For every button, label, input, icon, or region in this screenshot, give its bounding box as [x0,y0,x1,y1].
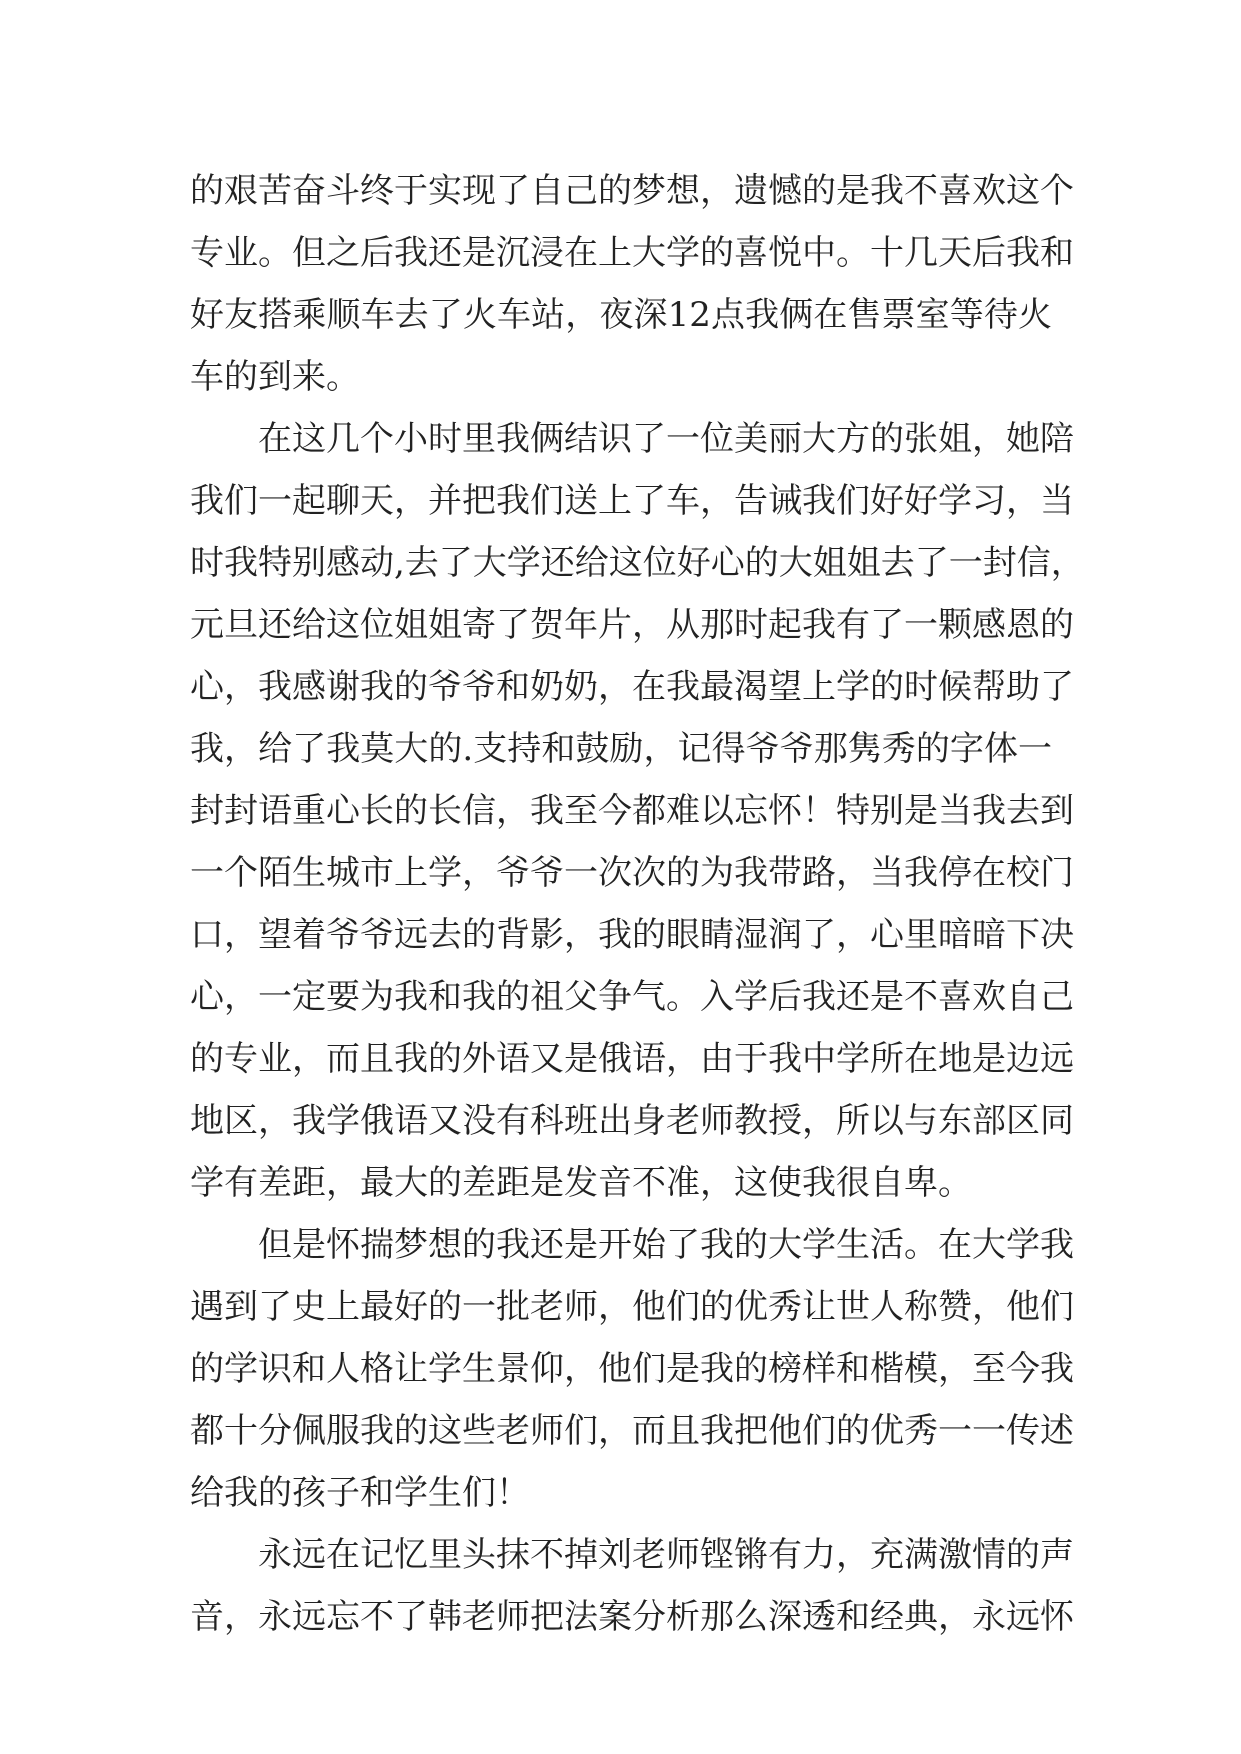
text-line: 心，我感谢我的爷爷和奶奶，在我最渴望上学的时候帮助了 [190,667,1074,707]
text-line: 封封语重心长的长信，我至今都难以忘怀！特别是当我去到 [190,791,1074,831]
text-line: 专业。但之后我还是沉浸在上大学的喜悦中。十几天后我和 [190,233,1074,273]
text-line: 音，永远忘不了韩老师把法案分析那么深透和经典，永远怀 [190,1597,1074,1637]
text-line: 时我特别感动,去了大学还给这位好心的大姐姐去了一封信， [190,543,1085,583]
text-line: 的专业，而且我的外语又是俄语，由于我中学所在地是边远 [190,1039,1074,1079]
text-line: 学有差距，最大的差距是发音不准，这使我很自卑。 [190,1163,972,1203]
text-line: 永远在记忆里头抹不掉刘老师铿锵有力，充满激情的声 [258,1535,1074,1575]
text-line: 的学识和人格让学生景仰，他们是我的榜样和楷模，至今我 [190,1349,1074,1389]
text-line: 但是怀揣梦想的我还是开始了我的大学生活。在大学我 [258,1225,1074,1265]
text-line: 的艰苦奋斗终于实现了自己的梦想，遗憾的是我不喜欢这个 [190,171,1074,211]
text-line: 心，一定要为我和我的祖父争气。入学后我还是不喜欢自己 [190,977,1074,1017]
text-line: 给我的孩子和学生们！ [190,1473,530,1513]
text-line: 地区，我学俄语又没有科班出身老师教授，所以与东部区同 [190,1101,1074,1141]
text-line: 车的到来。 [190,357,360,397]
text-line: 我们一起聊天，并把我们送上了车，告诫我们好好学习，当 [190,481,1074,521]
body-text [190,160,1085,1648]
text-line: 我，给了我莫大的.支持和鼓励，记得爷爷那隽秀的字体一 [190,729,1052,769]
text-line: 都十分佩服我的这些老师们，而且我把他们的优秀一一传述 [190,1411,1074,1451]
text-line: 元旦还给这位姐姐寄了贺年片，从那时起我有了一颗感恩的 [190,605,1074,645]
text-line: 在这几个小时里我俩结识了一位美丽大方的张姐，她陪 [258,419,1074,459]
text-line: 口，望着爷爷远去的背影，我的眼睛湿润了，心里暗暗下决 [190,915,1074,955]
text-line: 好友搭乘顺车去了火车站，夜深12点我俩在售票室等待火 [190,295,1052,335]
text-line: 一个陌生城市上学，爷爷一次次的为我带路，当我停在校门 [190,853,1074,893]
text-line: 遇到了史上最好的一批老师，他们的优秀让世人称赞，他们 [190,1287,1074,1327]
